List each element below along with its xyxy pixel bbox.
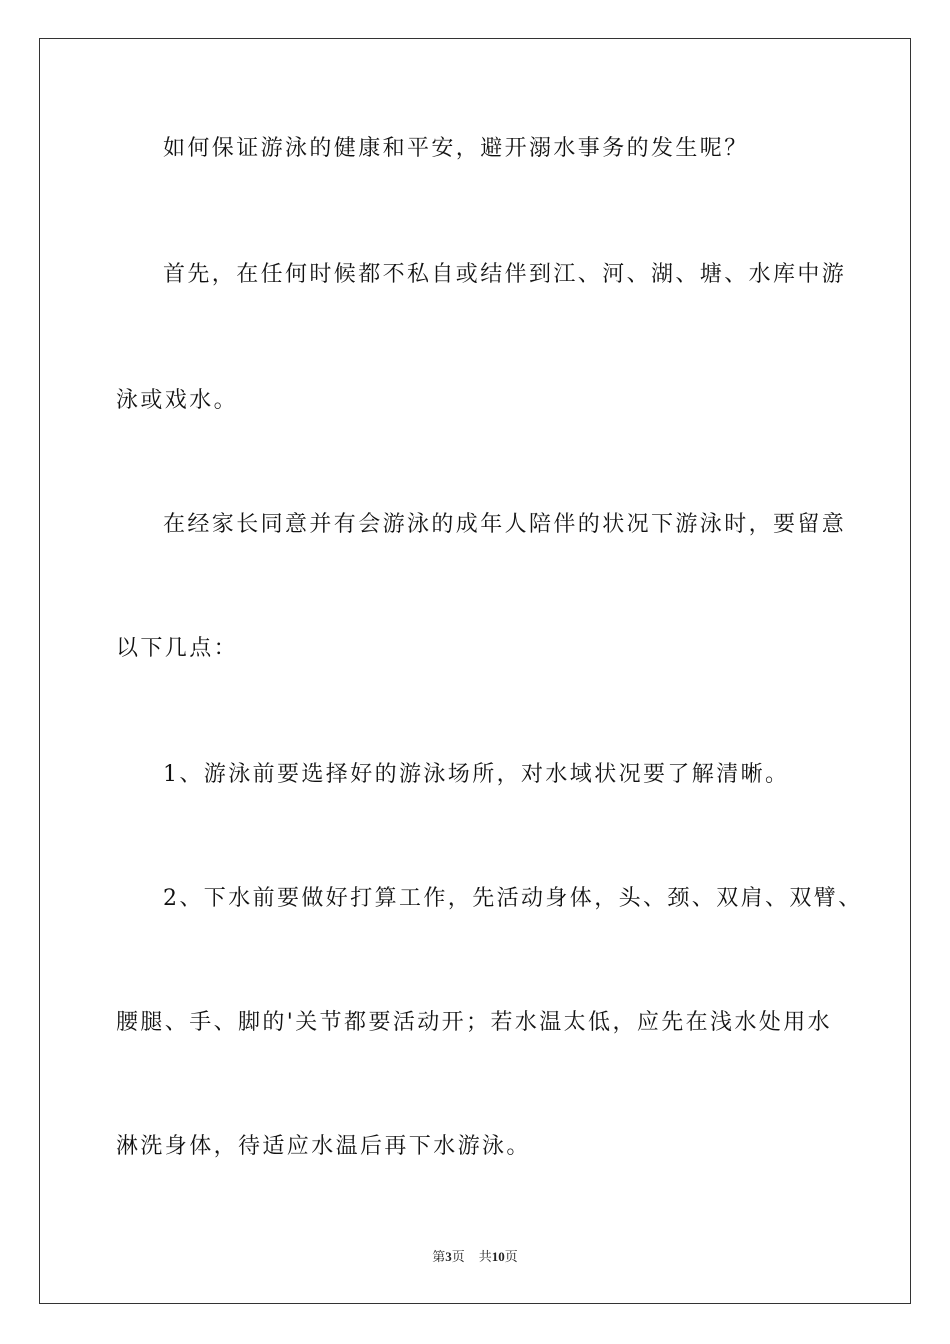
- paragraph-line-5: 以下几点：: [116, 636, 239, 661]
- page-suffix: 页: [451, 1249, 465, 1264]
- total-suffix: 页: [504, 1249, 518, 1264]
- page-footer: [0, 1248, 950, 1266]
- paragraph-line-8: 腰腿、手、脚的'关节都要活动开；若水温太低，应先在浅水处用水: [116, 1010, 833, 1035]
- paragraph-line-1: 如何保证游泳的健康和平安，避开溺水事务的发生呢？: [163, 136, 749, 161]
- paragraph-line-3: 泳或戏水。: [116, 388, 239, 413]
- paragraph-line-9: 淋洗身体，待适应水温后再下水游泳。: [116, 1134, 531, 1159]
- paragraph-line-6: 1、游泳前要选择好的游泳场所，对水域状况要了解清晰。: [163, 762, 790, 787]
- paragraph-line-7: 2、下水前要做好打算工作，先活动身体，头、颈、双肩、双臂、: [163, 886, 863, 911]
- page-prefix: 第: [432, 1249, 446, 1264]
- total-prefix: 共: [478, 1249, 492, 1264]
- page-current: 3: [445, 1249, 452, 1264]
- paragraph-line-4: 在经家长同意并有会游泳的成年人陪伴的状况下游泳时，要留意: [163, 512, 847, 537]
- page-total: 10: [491, 1249, 505, 1264]
- page-border: [39, 38, 911, 1304]
- paragraph-line-2: 首先，在任何时候都不私自或结伴到江、河、湖、塘、水库中游: [163, 262, 847, 287]
